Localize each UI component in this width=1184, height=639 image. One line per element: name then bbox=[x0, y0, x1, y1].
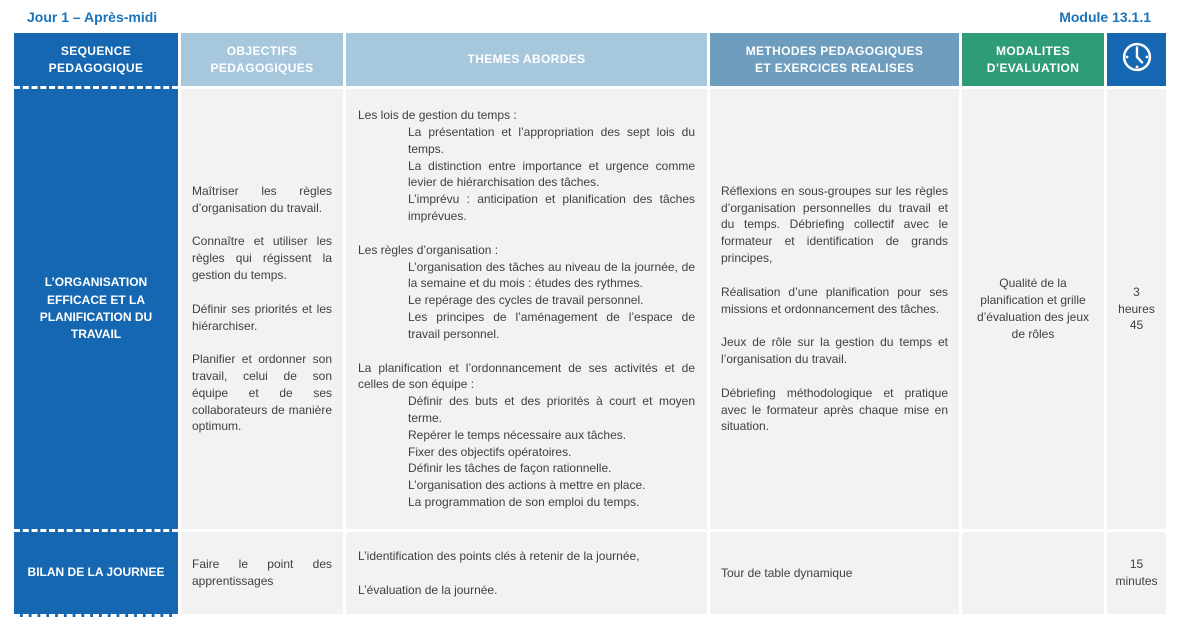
schedule-table bbox=[14, 33, 1166, 617]
methodes-cell-row2 bbox=[710, 532, 959, 617]
methode-paragraph: Jeux de rôle sur la gestion du temps et l’organisation du travail. bbox=[721, 335, 948, 367]
sequence-cell-organisation bbox=[14, 89, 178, 532]
header-objectifs-label: OBJECTIFS PEDAGOGIQUES bbox=[210, 44, 314, 75]
theme-group bbox=[358, 107, 695, 225]
clock-icon bbox=[1119, 39, 1155, 79]
header-objectifs bbox=[181, 33, 343, 89]
header-methodes-label: METHODES PEDAGOGIQUES ET EXERCICES REALISES bbox=[745, 44, 924, 75]
theme-paragraph: L’évaluation de la journée. bbox=[358, 582, 498, 597]
theme-item: L’organisation des tâches au niveau de la journée, de la semaine et du mois : études des rythmes. bbox=[408, 259, 695, 291]
objectif-paragraph: Maîtriser les règles d’organisation du travail. bbox=[192, 183, 332, 215]
theme-item: L’imprévu : anticipation et planification des tâches imprévues. bbox=[408, 192, 695, 224]
duration-value: 3 heures 45 bbox=[1118, 284, 1155, 333]
theme-item: Fixer des objectifs opératoires. bbox=[408, 444, 572, 459]
theme-group bbox=[358, 360, 695, 511]
header-sequence-label: SEQUENCE PEDAGOGIQUE bbox=[48, 44, 144, 75]
theme-heading: Les lois de gestion du temps : bbox=[358, 108, 517, 123]
page-title: Jour 1 – Après-midi bbox=[27, 9, 158, 25]
theme-heading: La planification et l’ordonnancement de ses activités et de celles de son équipe : bbox=[358, 360, 695, 392]
module-number: Module 13.1.1 bbox=[1059, 9, 1151, 25]
methode-paragraph: Débriefing méthodologique et pratique avec le formateur après chaque mise en situation. bbox=[721, 385, 948, 434]
methode-paragraph: Tour de table dynamique bbox=[721, 565, 853, 580]
theme-item: Les principes de l’aménagement de l’espace de travail personnel. bbox=[408, 310, 695, 341]
theme-heading: Les règles d’organisation : bbox=[358, 242, 499, 257]
modalites-text: Qualité de la planification et grille d’évaluation des jeux de rôles bbox=[976, 276, 1090, 341]
header-duration bbox=[1107, 33, 1166, 89]
duration-cell-row2 bbox=[1107, 532, 1166, 617]
duration-cell-row1 bbox=[1107, 89, 1166, 532]
theme-paragraph: L’identification des points clés à retenir de la journée, bbox=[358, 548, 640, 563]
theme-item: Repérer le temps nécessaire aux tâches. bbox=[408, 427, 627, 442]
document-topbar bbox=[0, 0, 1184, 33]
theme-group bbox=[358, 242, 695, 343]
methodes-cell-row1 bbox=[710, 89, 959, 532]
themes-cell-row1 bbox=[346, 89, 707, 532]
theme-item: Définir les tâches de façon rationnelle. bbox=[408, 461, 612, 476]
header-methodes bbox=[710, 33, 959, 89]
methode-paragraph: Réflexions en sous-groupes sur les règles d’organisation personnelles du travail et du temps. Débriefing collectif avec le formateur et identification de grands principes, bbox=[721, 183, 948, 265]
sequence-cell-bilan bbox=[14, 532, 178, 617]
header-sequence bbox=[14, 33, 178, 89]
theme-item: L’organisation des actions à mettre en place. bbox=[408, 478, 646, 493]
methode-paragraph: Réalisation d’une planification pour ses missions et ordonnancement des tâches. bbox=[721, 284, 948, 316]
theme-item: Définir des buts et des priorités à court et moyen terme. bbox=[408, 394, 695, 425]
objectif-paragraph: Définir ses priorités et les hiérarchiser. bbox=[192, 301, 332, 333]
sequence-title: L’ORGANISATION EFFICACE ET LA PLANIFICATION DU TRAVAIL bbox=[39, 275, 153, 342]
objectif-paragraph: Connaître et utiliser les règles qui régissent la gestion du temps. bbox=[192, 234, 332, 282]
modalites-cell-row2 bbox=[962, 532, 1104, 617]
header-themes bbox=[346, 33, 707, 89]
schedule-table-wrapper bbox=[0, 33, 1184, 617]
theme-item: Le repérage des cycles de travail personnel. bbox=[408, 293, 644, 308]
objectif-paragraph: Planifier et ordonner son travail, celui de son équipe et de ses collaborateurs de manière optimum. bbox=[192, 352, 332, 434]
themes-cell-row2 bbox=[346, 532, 707, 617]
theme-item: La distinction entre importance et urgence comme levier de hiérarchisation des tâches. bbox=[408, 158, 695, 190]
duration-value: 15 minutes bbox=[1115, 557, 1158, 588]
objectifs-cell-row2 bbox=[181, 532, 343, 617]
header-modalites bbox=[962, 33, 1104, 89]
objectif-paragraph: Faire le point des apprentissages bbox=[192, 557, 332, 588]
objectifs-cell-row1 bbox=[181, 89, 343, 532]
header-modalites-label: MODALITES D’EVALUATION bbox=[986, 44, 1080, 75]
theme-item: La présentation et l’appropriation des sept lois du temps. bbox=[408, 125, 695, 156]
modalites-cell-row1 bbox=[962, 89, 1104, 532]
sequence-title: BILAN DE LA JOURNEE bbox=[27, 565, 165, 580]
theme-item: La programmation de son emploi du temps. bbox=[408, 494, 640, 509]
header-themes-label: THEMES ABORDES bbox=[467, 52, 586, 67]
